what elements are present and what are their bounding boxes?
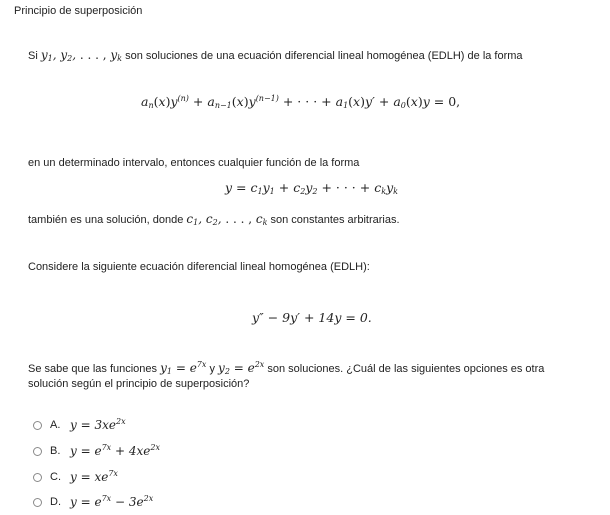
option-expr: $y = e^{7x} + 4xe^{2x}$ xyxy=(70,443,161,458)
linear-combination: $y = c_1y_1 + c_2y_2$ + · · · + $c_ky_k$ xyxy=(225,180,398,196)
option-d[interactable] xyxy=(33,494,153,510)
intro-prefix: Si xyxy=(28,50,38,62)
interval-line: en un determinado intervalo, entonces cualquier función de la forma xyxy=(28,157,360,169)
option-c[interactable] xyxy=(33,469,118,485)
option-letter: D. xyxy=(50,496,61,508)
option-b[interactable] xyxy=(33,443,160,459)
known-suffix: son soluciones. ¿Cuál de las siguientes opciones es otra xyxy=(267,363,545,375)
constants-list: $c_1$, $c_2$, . . . , $c_k$ xyxy=(186,212,268,227)
general-edo: $a_n(x)y^{(n)} + a_{n-1}(x)y^{(n-1)}$ + · · · + $a_1(x)y' + a_0(x)y = 0$, xyxy=(141,94,461,110)
option-a[interactable] xyxy=(33,417,126,433)
option-expr: $y = e^{7x} - 3e^{2x}$ xyxy=(70,494,154,509)
radio-icon[interactable] xyxy=(33,498,42,507)
solution-y2: $y_2 = e^{2x}$ xyxy=(218,360,265,376)
solution-y1: $y_1 = e^{7x}$ xyxy=(160,360,207,376)
question-title: Principio de superposición xyxy=(14,5,143,17)
radio-icon[interactable] xyxy=(33,473,42,482)
option-letter: B. xyxy=(50,445,61,457)
radio-icon[interactable] xyxy=(33,421,42,430)
known-prefix: Se sabe que las funciones xyxy=(28,363,158,375)
also-solution-text: también es una solución, donde xyxy=(28,214,184,226)
known-and: y xyxy=(209,363,215,375)
known-line-2: solución según el principio de superposición? xyxy=(28,378,250,390)
specific-edo: y″ − 9y′ + 14y = 0. xyxy=(252,310,372,325)
option-letter: A. xyxy=(50,419,61,431)
option-letter: C. xyxy=(50,471,61,483)
option-expr: $y = 3xe^{2x}$ xyxy=(70,417,126,432)
known-solutions-line xyxy=(28,361,544,376)
general-edo-rhs: = 0, xyxy=(433,94,461,109)
solutions-list: $y_1$, $y_2$, . . . , $y_k$ xyxy=(40,48,123,63)
also-solution-line xyxy=(28,212,400,227)
radio-icon[interactable] xyxy=(33,447,42,456)
intro-line xyxy=(28,48,523,63)
consider-line: Considere la siguiente ecuación diferencial lineal homogénea (EDLH): xyxy=(28,261,370,273)
constants-suffix: son constantes arbitrarias. xyxy=(270,214,400,226)
option-expr: $y = xe^{7x}$ xyxy=(70,469,118,484)
intro-suffix: son soluciones de una ecuación diferencial lineal homogénea (EDLH) de la forma xyxy=(125,50,523,62)
